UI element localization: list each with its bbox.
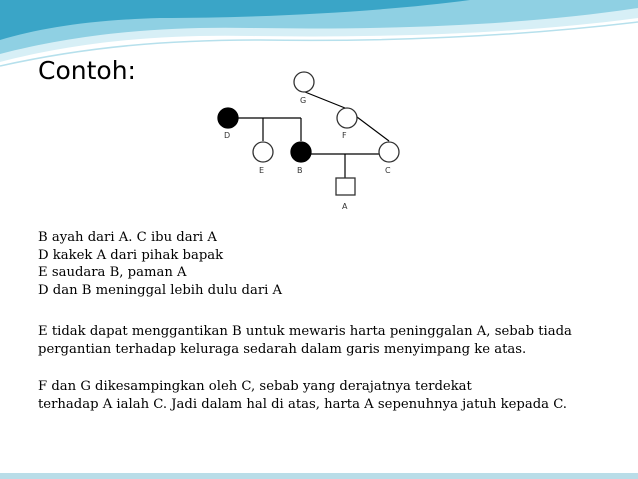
label-b: B: [297, 166, 303, 175]
relation-line: D kakek A dari pihak bapak: [38, 247, 224, 263]
paragraph-line: E tidak dapat menggantikan B untuk mewaris harta peninggalan A, sebab tiada: [38, 324, 572, 339]
paragraph-line: F dan G dikesampingkan oleh C, sebab yang derajatnya terdekat: [38, 379, 472, 394]
person-c: [379, 142, 399, 162]
label-a: A: [342, 202, 348, 211]
label-f: F: [342, 131, 347, 140]
explanation-paragraph-2: [38, 378, 623, 413]
person-d-deceased: [218, 108, 238, 128]
relation-line: E saudara B, paman A: [38, 265, 187, 280]
paragraph-line: terhadap A ialah C. Jadi dalam hal di atas, harta A sepenuhnya jatuh kepada C.: [38, 396, 567, 412]
label-e: E: [259, 166, 265, 175]
genealogy-diagram: [193, 58, 433, 220]
person-f: [337, 108, 357, 128]
slide-title: Contoh:: [38, 56, 136, 85]
label-c: C: [385, 166, 391, 175]
explanation-paragraph-1: [38, 323, 623, 358]
relation-line: B ayah dari A. C ibu dari A: [38, 230, 217, 245]
paragraph-line: pergantian terhadap keluraga sedarah dalam garis menyimpang ke atas.: [38, 341, 527, 357]
person-b-deceased: [291, 142, 311, 162]
label-g: G: [300, 96, 307, 105]
relations-list: [38, 229, 623, 299]
person-a: [336, 178, 355, 195]
label-d: D: [224, 131, 231, 140]
relation-line: D dan B meninggal lebih dulu dari A: [38, 282, 283, 298]
person-e: [253, 142, 273, 162]
footer-bar: [0, 473, 638, 479]
person-g: [294, 72, 314, 92]
